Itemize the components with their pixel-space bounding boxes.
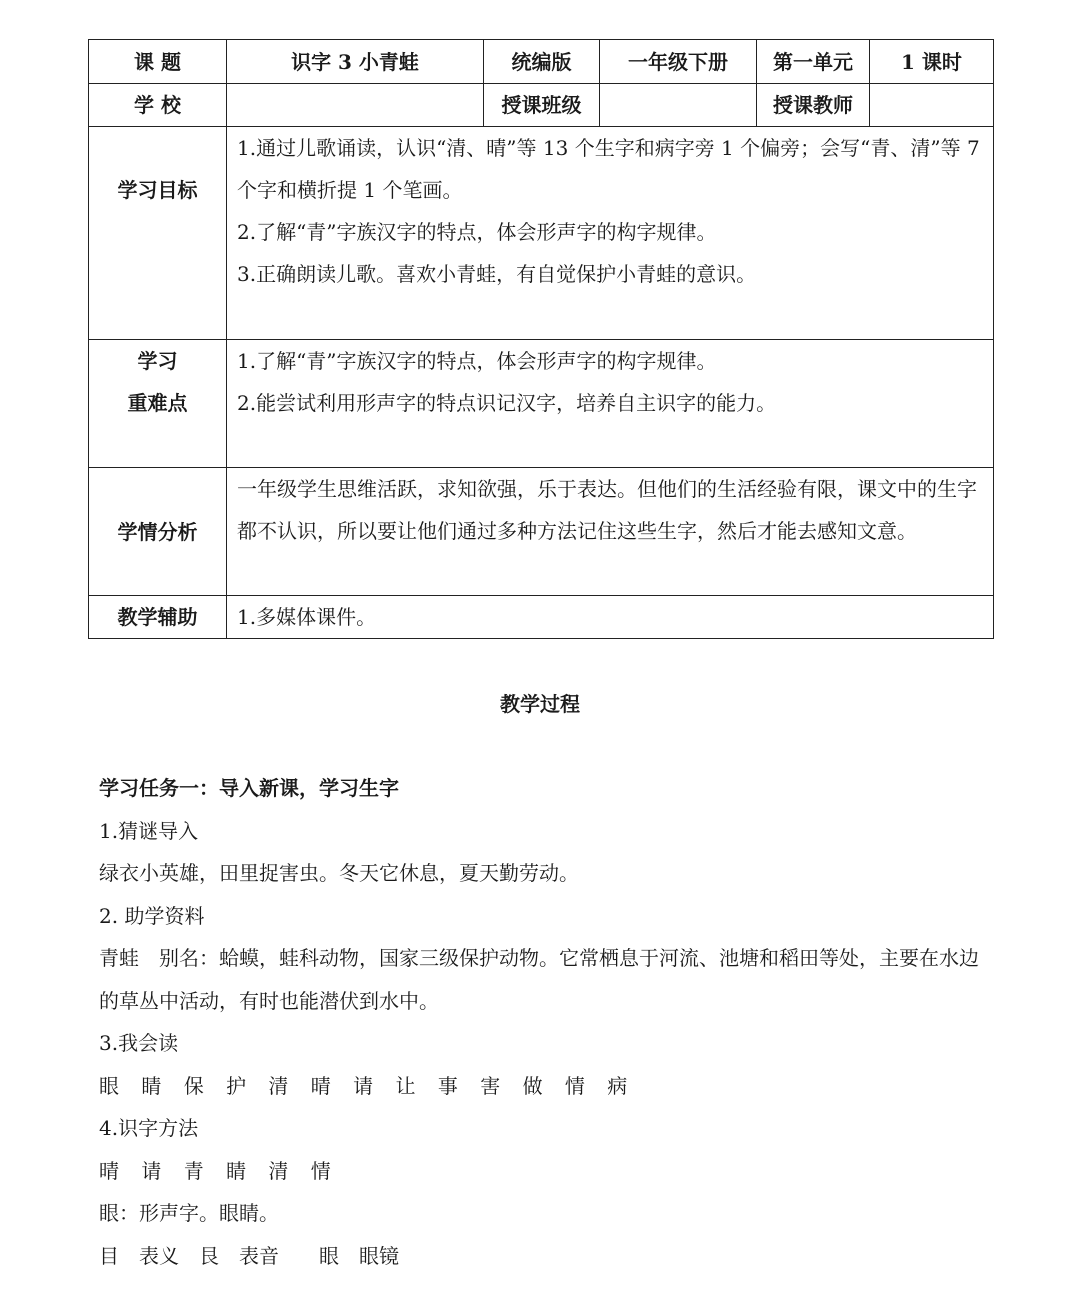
process-line: 4.识字方法 [99,1116,199,1140]
title-label: 课 题 [89,40,227,84]
task-title: 学习任务一：导入新课，学习生字 [99,776,399,800]
edition: 统编版 [484,40,600,84]
aids-label: 教学辅助 [89,596,227,639]
objectives-content [227,127,994,340]
table-row [89,468,994,596]
periods: 1 课时 [870,40,994,84]
objective-item: 1.通过儿歌诵读，认识“清、晴”等 13 个生字和病字旁 1 个偏旁；会写“青、清”等 7 个字和横折提 1 个笔画。 [237,136,980,202]
teacher-value [870,84,994,127]
table-row [89,40,994,84]
table-row [89,340,994,468]
table-row [89,127,994,340]
objective-item: 2.了解“青”字族汉字的特点，体会形声字的构字规律。 [237,220,717,244]
table-row [89,84,994,127]
title-value: 识字 3 小青蛙 [227,40,484,84]
table-row [89,596,994,639]
key-point-item: 1.了解“青”字族汉字的特点，体会形声字的构字规律。 [237,349,717,373]
analysis-label: 学情分析 [89,468,227,596]
process-line: 目 表义 艮 表音 眼 眼镜 [99,1243,399,1268]
section-title: 教学过程 [500,692,580,716]
process-line: 3.我会读 [99,1031,179,1055]
process-line: 绿衣小英雄，田里捉害虫。冬天它休息，夏天勤劳动。 [99,861,579,885]
lesson-info-table [88,39,994,639]
grade: 一年级下册 [600,40,757,84]
process-line: 1.猜谜导入 [99,818,199,843]
aids-content: 1.多媒体课件。 [227,596,994,639]
objective-item: 3.正确朗读儿歌。喜欢小青蛙，有自觉保护小青蛙的意识。 [237,262,757,286]
school-label: 学 校 [89,84,227,127]
key-point-item: 2.能尝试利用形声字的特点识记汉字，培养自主识字的能力。 [237,391,777,415]
key-points-label-line1: 学习 [137,349,178,373]
analysis-text: 一年级学生思维活跃，求知欲强，乐于表达。但他们的生活经验有限，课文中的生字都不认识，所以要让他们通过多种方法记住这些生字，然后才能去感知文意。 [237,477,977,543]
key-points-content [227,340,994,468]
class-value [600,84,757,127]
unit: 第一单元 [757,40,870,84]
process-line: 眼 睛 保 护 清 晴 请 让 事 害 做 情 病 [99,1073,636,1098]
process-line: 眼：形声字。眼睛。 [99,1201,279,1225]
teacher-label: 授课教师 [757,84,870,127]
key-points-label [89,340,227,468]
analysis-content [227,468,994,596]
key-points-label-line2: 重难点 [127,391,188,415]
teaching-process [99,767,989,1277]
process-line: 青蛙 别名：蛤蟆，蛙科动物，国家三级保护动物。它常栖息于河流、池塘和稻田等处，主要在水边的草丛中活动，有时也能潜伏到水中。 [99,946,979,1013]
school-value [227,84,484,127]
objectives-label: 学习目标 [89,127,227,340]
process-line: 晴 请 青 睛 清 情 [99,1158,339,1183]
process-line: 2. 助学资料 [99,903,205,928]
class-label: 授课班级 [484,84,600,127]
